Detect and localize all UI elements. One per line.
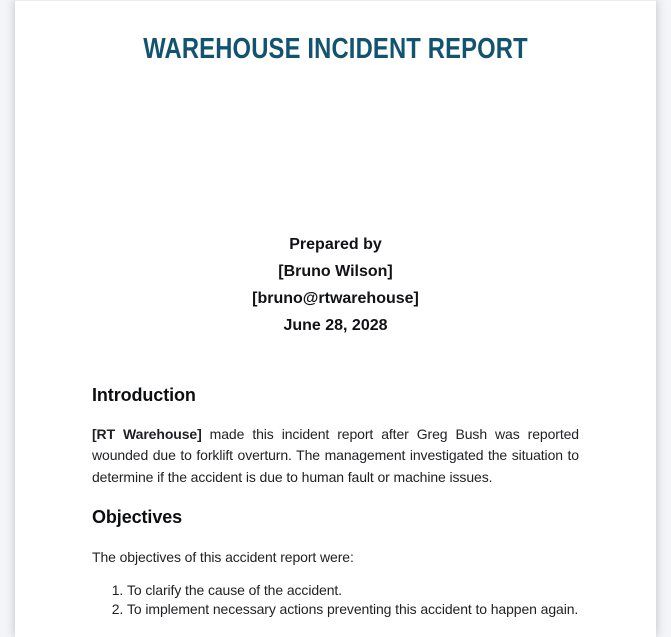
author-email: [bruno@rtwarehouse] — [252, 290, 419, 307]
objectives-intro-line: The objectives of this accident report were: — [92, 549, 354, 566]
section-objectives — [92, 505, 579, 619]
prepared-by-label: Prepared by — [289, 236, 382, 253]
introduction-paragraph-text: made this incident report after Greg Bush was reported wounded due to forklift overturn. The management investigated the situation to determine if the accident is due to human fault or machine issues. — [92, 426, 579, 485]
page-content — [15, 1, 656, 620]
company-name-bold: [RT Warehouse] — [92, 426, 202, 442]
objective-item-1: 1. To clarify the cause of the accident. — [127, 581, 579, 601]
author-name: [Bruno Wilson] — [278, 263, 393, 280]
introduction-heading: Introduction — [92, 385, 196, 405]
objectives-list — [92, 581, 579, 620]
section-introduction — [92, 383, 579, 488]
introduction-paragraph — [92, 424, 579, 488]
report-title-text: WAREHOUSE INCIDENT REPORT — [143, 33, 528, 65]
objectives-heading: Objectives — [92, 507, 183, 528]
prepared-by-block — [92, 231, 579, 339]
report-title — [92, 1, 579, 64]
objective-item-2: 2. To implement necessary actions preventing this accident to happen again. — [127, 600, 579, 620]
report-date: June 28, 2028 — [283, 317, 388, 334]
report-page — [15, 0, 656, 637]
